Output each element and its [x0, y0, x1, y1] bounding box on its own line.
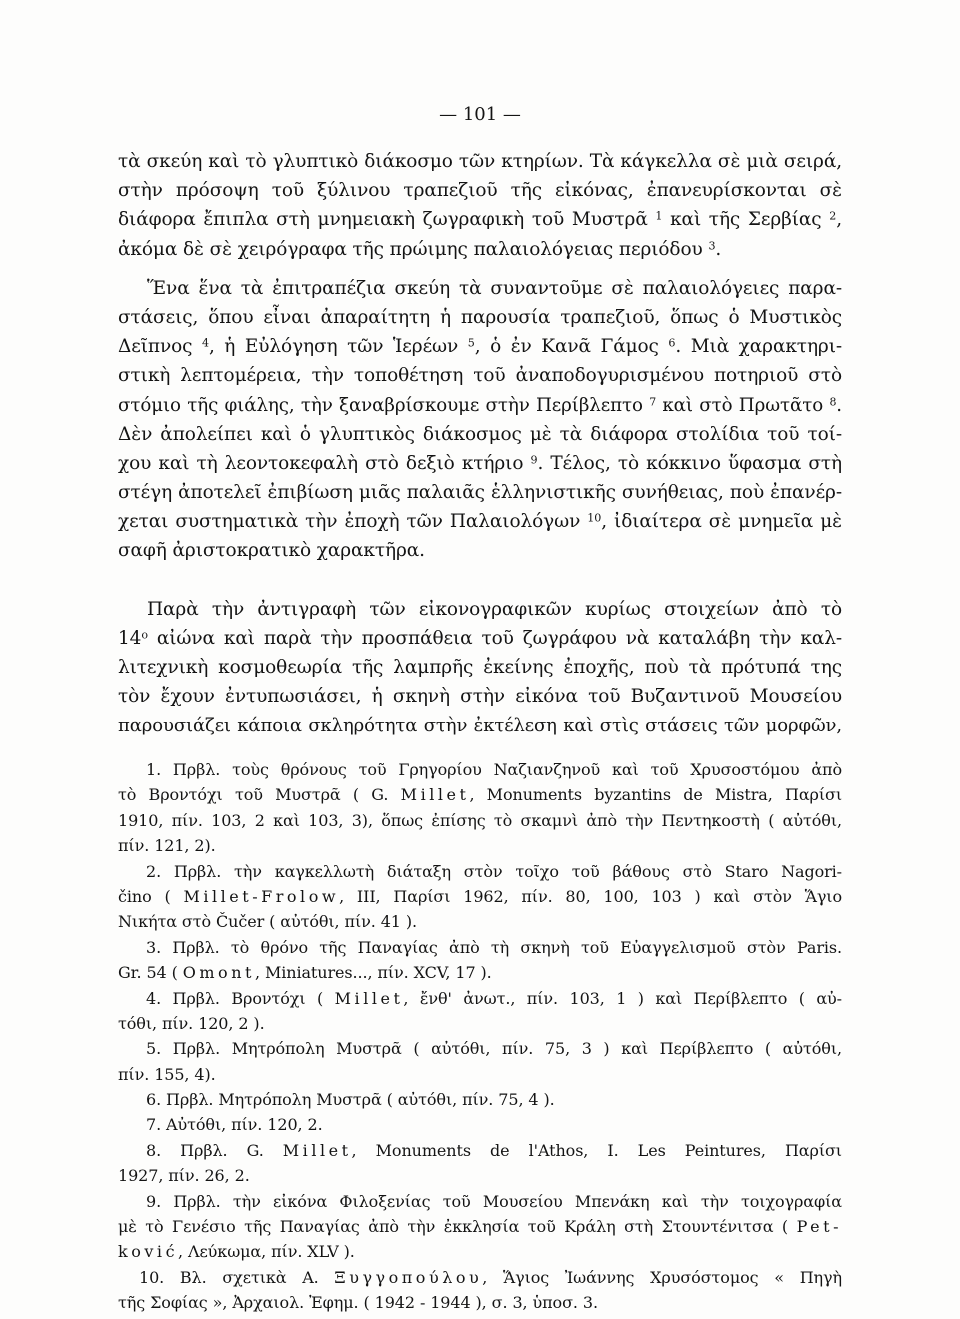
- text-run: τόθι, πίν. 120, 2 ).: [118, 1013, 265, 1033]
- text-run: 14: [118, 627, 142, 649]
- text-line: [118, 757, 842, 782]
- text-line: [118, 1214, 842, 1239]
- letter-spaced-name: Millet: [282, 1140, 352, 1160]
- text-run: , ἰδιαίτερα σὲ μνημεῖα μὲ: [601, 511, 842, 533]
- line-content: [118, 180, 842, 201]
- text-run: στόμιο τῆς φιάλης, τὴν ξαναβρίσκουμε στὴν Περίβλεπτο: [118, 394, 650, 416]
- line-content: [146, 1192, 842, 1211]
- footnote-10: [118, 1265, 842, 1316]
- text-line: [118, 176, 842, 205]
- letter-spaced-name: Omont: [182, 963, 255, 983]
- main-text: [118, 147, 842, 741]
- text-line: [118, 1138, 842, 1163]
- line-content: [118, 239, 721, 260]
- footnote-3: [118, 935, 842, 986]
- text-line: [118, 833, 842, 858]
- text-run: μὲ τὸ Γενέσιο τῆς Παναγίας ἀπὸ τὴν ἐκκλησία τοῦ Κράλη στὴ Στουντένιτσα (: [118, 1217, 797, 1237]
- text-line: [118, 1290, 842, 1315]
- text-run: πίν. 155, 4).: [118, 1064, 216, 1084]
- text-line: [118, 478, 842, 507]
- text-line: [118, 711, 842, 740]
- line-content: [146, 760, 842, 779]
- text-line: [118, 205, 842, 234]
- text-run: 7. Αὐτόθι, πίν. 120, 2.: [146, 1115, 323, 1135]
- text-run: Νικήτα στὸ Čučer ( αὐτόθι, πίν. 41 ).: [118, 912, 417, 932]
- footnote-5: [118, 1036, 842, 1087]
- footnote-reference: 8: [829, 395, 837, 409]
- text-run: 4. Πρβλ. Βροντόχι (: [146, 988, 335, 1008]
- line-content: [118, 307, 842, 328]
- text-run: Δὲν ἀπολείπει καὶ ὁ γλυπτικὸς διάκοσμος μὲ τὰ διάφορα στολίδια τοῦ τοί-: [118, 423, 842, 445]
- text-run: τῆς Σοφίας », Ἀρχαιολ. Ἐφημ. ( 1942 - 1944 ), σ. 3, ὑποσ. 3.: [118, 1293, 598, 1313]
- text-line: [118, 986, 842, 1011]
- text-run: , ἔνθ' ἀνωτ., πίν. 103, 1 ) καὶ Περίβλεπτο ( αὐ-: [403, 988, 842, 1008]
- text-run: καὶ στὸ Πρωτᾶτο: [656, 394, 830, 416]
- footnote-reference: 4: [201, 336, 209, 350]
- text-line: [118, 147, 842, 176]
- text-run: Ἕνα ἕνα τὰ ἐπιτραπέζια σκεύη τὰ συναντοῦμε σὲ παλαιολόγειες παρα-: [147, 277, 842, 299]
- line-content: [118, 785, 842, 804]
- text-line: [118, 235, 842, 264]
- footnote-6: [118, 1087, 842, 1112]
- text-line: [118, 507, 842, 536]
- text-run: τὸν ἔχουν ἐντυπωσιάσει, ἡ σκηνὴ στὴν εἰκόνα τοῦ Βυζαντινοῦ Μουσείου: [118, 686, 842, 708]
- line-content: [118, 511, 842, 532]
- text-run: 6. Πρβλ. Μητρόπολη Μυστρᾶ ( αὐτόθι, πίν. 75, 4 ).: [146, 1090, 555, 1110]
- text-run: λιτεχνικὴ κοσμοθεωρία τῆς λαμπρῆς ἐκείνης ἐποχῆς, ποὺ τὰ πρότυπά της: [118, 657, 842, 678]
- text-run: , Monuments de l'Athos, I. Les Peintures, Παρίσι: [351, 1140, 842, 1160]
- footnotes: [118, 757, 842, 1316]
- text-line: [118, 1189, 842, 1214]
- text-run: . Τέλος, τὸ κόκκινο ὕφασμα στὴ: [537, 452, 842, 474]
- text-run: 3. Πρβλ. τὸ θρόνο τῆς Παναγίας ἀπὸ τὴ σκηνὴ τοῦ Εὐαγγελισμοῦ στὸν Paris.: [146, 937, 842, 957]
- text-run: 10. Βλ. σχετικὰ Α.: [139, 1267, 335, 1287]
- text-run: χου καὶ τὴ λεοντοκεφαλὴ στὸ δεξιὸ κτήριο: [118, 452, 531, 474]
- footnote-reference: 10: [587, 511, 602, 525]
- text-line: [118, 1036, 842, 1061]
- text-line: [118, 960, 842, 985]
- line-content: [118, 811, 842, 830]
- text-run: στάσεις, ὅπου εἶναι ἀπαραίτητη ἡ παρουσία τραπεζιοῦ, ὅπως ὁ Μυστικὸς: [118, 306, 842, 328]
- text-line: [118, 1011, 842, 1036]
- text-run: 8. Πρβλ. G.: [146, 1140, 283, 1160]
- body-paragraph: [118, 274, 842, 566]
- text-run: ἀκόμα δὲ σὲ χειρόγραφα τῆς πρώιμης παλαιολόγειας περιόδου: [118, 238, 709, 260]
- text-run: καὶ τῆς Σερβίας: [662, 209, 830, 231]
- text-line: [118, 361, 842, 390]
- line-content: [118, 482, 842, 503]
- text-line: [118, 859, 842, 884]
- text-line: [118, 682, 842, 711]
- text-run: Gr. 54 (: [118, 963, 183, 983]
- text-line: [118, 1112, 842, 1137]
- text-line: [118, 420, 842, 449]
- text-run: ,: [836, 209, 842, 231]
- line-content: [118, 887, 842, 906]
- text-line: [118, 274, 842, 303]
- text-run: τὰ σκεύη καὶ τὸ γλυπτικὸ διάκοσμο τῶν κτηρίων. Τὰ κάγκελλα σὲ μιὰ σειρά,: [118, 151, 842, 172]
- text-line: [118, 624, 842, 653]
- text-line: [118, 536, 842, 565]
- text-run: , III, Παρίσι 1962, πίν. 80, 100, 103 ) καὶ στὸν Ἅγιο: [339, 886, 842, 906]
- footnote-2: [118, 859, 842, 935]
- line-content: [118, 453, 842, 474]
- text-line: [118, 909, 842, 934]
- line-content: [118, 912, 417, 931]
- line-content: [118, 540, 425, 561]
- text-line: [118, 1062, 842, 1087]
- page-number: — 101 —: [439, 104, 521, 125]
- body-paragraph: [118, 595, 842, 741]
- text-run: τὸ Βροντόχι τοῦ Μυστρᾶ ( G.: [118, 785, 401, 805]
- footnote-1: [118, 757, 842, 859]
- body-paragraph: [118, 147, 842, 264]
- line-content: [118, 209, 842, 230]
- text-line: [118, 595, 842, 624]
- line-content: [146, 1115, 323, 1134]
- text-line: [118, 449, 842, 478]
- text-run: , ὁ ἐν Κανᾶ Γάμος: [474, 336, 669, 358]
- text-line: [118, 935, 842, 960]
- text-run: χεται συστηματικὰ τὴν ἐποχὴ τῶν Παλαιολόγων: [118, 511, 588, 533]
- text-run: , Λεύκωμα, πίν. XLV ).: [178, 1242, 355, 1262]
- letter-spaced-name: ković: [118, 1242, 179, 1262]
- text-run: .: [715, 238, 722, 260]
- text-run: 1. Πρβλ. τοὺς θρόνους τοῦ Γρηγορίου Ναζιανζηνοῦ καὶ τοῦ Χρυσοστόμου ἀπὸ: [146, 760, 842, 779]
- text-run: . Μιὰ χαρακτηρι-: [675, 336, 843, 358]
- line-content: [146, 1039, 842, 1058]
- text-line: [118, 303, 842, 332]
- letter-spaced-name: Millet-Frolow: [183, 886, 340, 906]
- footnote-8: [118, 1138, 842, 1189]
- text-line: [118, 808, 842, 833]
- line-content: [118, 365, 842, 386]
- line-content: [118, 715, 842, 736]
- line-content: [118, 336, 842, 357]
- line-content: [118, 657, 842, 678]
- line-content: [147, 599, 842, 620]
- line-content: [118, 151, 842, 172]
- line-content: [146, 938, 842, 957]
- line-content: [146, 989, 842, 1008]
- line-content: [147, 278, 842, 299]
- letter-spaced-name: Millet: [334, 988, 404, 1008]
- footnote-7: [118, 1112, 842, 1137]
- footnote-reference: 6: [668, 336, 676, 350]
- text-run: στέγη ἀποτελεῖ ἐπιβίωση μιᾶς παλαιᾶς ἑλληνιστικῆς συνήθειας, ποὺ ἐπανέρ-: [118, 482, 842, 504]
- text-line: [118, 884, 842, 909]
- text-run: , ἡ Εὐλόγηση τῶν Ἱερέων: [208, 336, 468, 358]
- text-run: 9. Πρβλ. τὴν εἰκόνα Φιλοξενίας τοῦ Μουσείου Μπενάκη καὶ τὴν τοιχογραφία: [146, 1191, 842, 1211]
- text-line: [118, 1265, 842, 1290]
- footnote-reference: ο: [141, 628, 148, 642]
- line-content: [118, 963, 492, 982]
- text-line: [118, 653, 842, 682]
- text-line: [118, 1163, 842, 1188]
- letter-spaced-name: Pet-: [796, 1217, 842, 1237]
- text-run: 1927, πίν. 26, 2.: [118, 1166, 250, 1186]
- text-run: αἰώνα καὶ παρὰ τὴν προσπάθεια τοῦ ζωγράφου νὰ καταλάβη τὴν καλ-: [147, 627, 842, 649]
- footnote-reference: 1: [655, 209, 663, 223]
- line-content: [146, 862, 842, 881]
- line-content: [118, 424, 842, 445]
- line-content: [139, 1268, 842, 1287]
- line-content: [118, 1242, 355, 1261]
- line-content: [118, 1065, 216, 1084]
- footnote-reference: 2: [829, 209, 837, 223]
- footnote-reference: 5: [467, 336, 475, 350]
- footnote-9: [118, 1189, 842, 1265]
- text-run: .: [836, 394, 842, 416]
- text-run: , Monuments byzantins de Mistra, Παρίσι: [469, 785, 843, 805]
- line-content: [118, 1166, 250, 1185]
- text-run: πίν. 121, 2).: [118, 836, 216, 856]
- line-content: [118, 1293, 598, 1312]
- text-run: , Miniatures..., πίν. XCV, 17 ).: [254, 963, 492, 983]
- line-content: [118, 1217, 842, 1236]
- text-run: στικὴ λεπτομέρεια, τὴν τοποθέτηση τοῦ ἀναποδογυρισμένου ποτηριοῦ στὸ: [118, 365, 842, 387]
- letter-spaced-name: Ξυγγοπούλου: [334, 1267, 483, 1287]
- letter-spaced-name: Millet: [400, 785, 470, 805]
- text-run: , Ἅγιος Ἰωάννης Χρυσόστομος « Πηγὴ: [482, 1267, 842, 1287]
- line-content: [118, 628, 842, 649]
- text-run: στὴν πρόσοψη τοῦ ξύλινου τραπεζιοῦ τῆς εἰκόνας, ἐπανευρίσκονται σὲ: [118, 180, 842, 202]
- line-content: [118, 395, 842, 416]
- text-run: 5. Πρβλ. Μητρόπολη Μυστρᾶ ( αὐτόθι, πίν. 75, 3 ) καὶ Περίβλεπτο ( αὐτόθι,: [146, 1039, 842, 1059]
- text-run: čino (: [118, 886, 184, 906]
- text-run: σαφῆ ἀριστοκρατικὸ χαρακτῆρα.: [118, 540, 425, 562]
- text-line: [118, 1087, 842, 1112]
- text-run: Δεῖπνος: [118, 336, 202, 358]
- line-content: [118, 836, 216, 855]
- text-run: 1910, πίν. 103, 2 καὶ 103, 3), ὅπως ἐπίσης τὸ σκαμνὶ ἀπὸ τὴν Πεντηκοστὴ ( αὐτόθι,: [118, 810, 842, 830]
- text-run: διάφορα ἔπιπλα στὴ μνημειακὴ ζωγραφικὴ τοῦ Μυστρᾶ: [118, 209, 656, 231]
- footnote-reference: 7: [649, 395, 657, 409]
- text-line: [118, 1239, 842, 1264]
- footnote-reference: 9: [530, 453, 538, 467]
- text-line: [118, 782, 842, 807]
- line-content: [118, 686, 842, 707]
- line-content: [146, 1090, 555, 1109]
- text-line: [118, 391, 842, 420]
- text-line: [118, 332, 842, 361]
- text-run: Παρὰ τὴν ἀντιγραφὴ τῶν εἰκονογραφικῶν κυρίως στοιχείων ἀπὸ τὸ: [147, 598, 842, 620]
- footnote-4: [118, 986, 842, 1037]
- footnote-reference: 3: [708, 239, 716, 253]
- text-run: 2. Πρβλ. τὴν καγκελλωτὴ διάταξη στὸν τοῖχο τοῦ βάθους στὸ Staro Nagori-: [146, 861, 842, 881]
- line-content: [146, 1141, 842, 1160]
- line-content: [118, 1014, 265, 1033]
- text-run: παρουσιάζει κάποια σκληρότητα στὴν ἐκτέλεση καὶ στὶς στάσεις τῶν μορφῶν,: [118, 715, 842, 737]
